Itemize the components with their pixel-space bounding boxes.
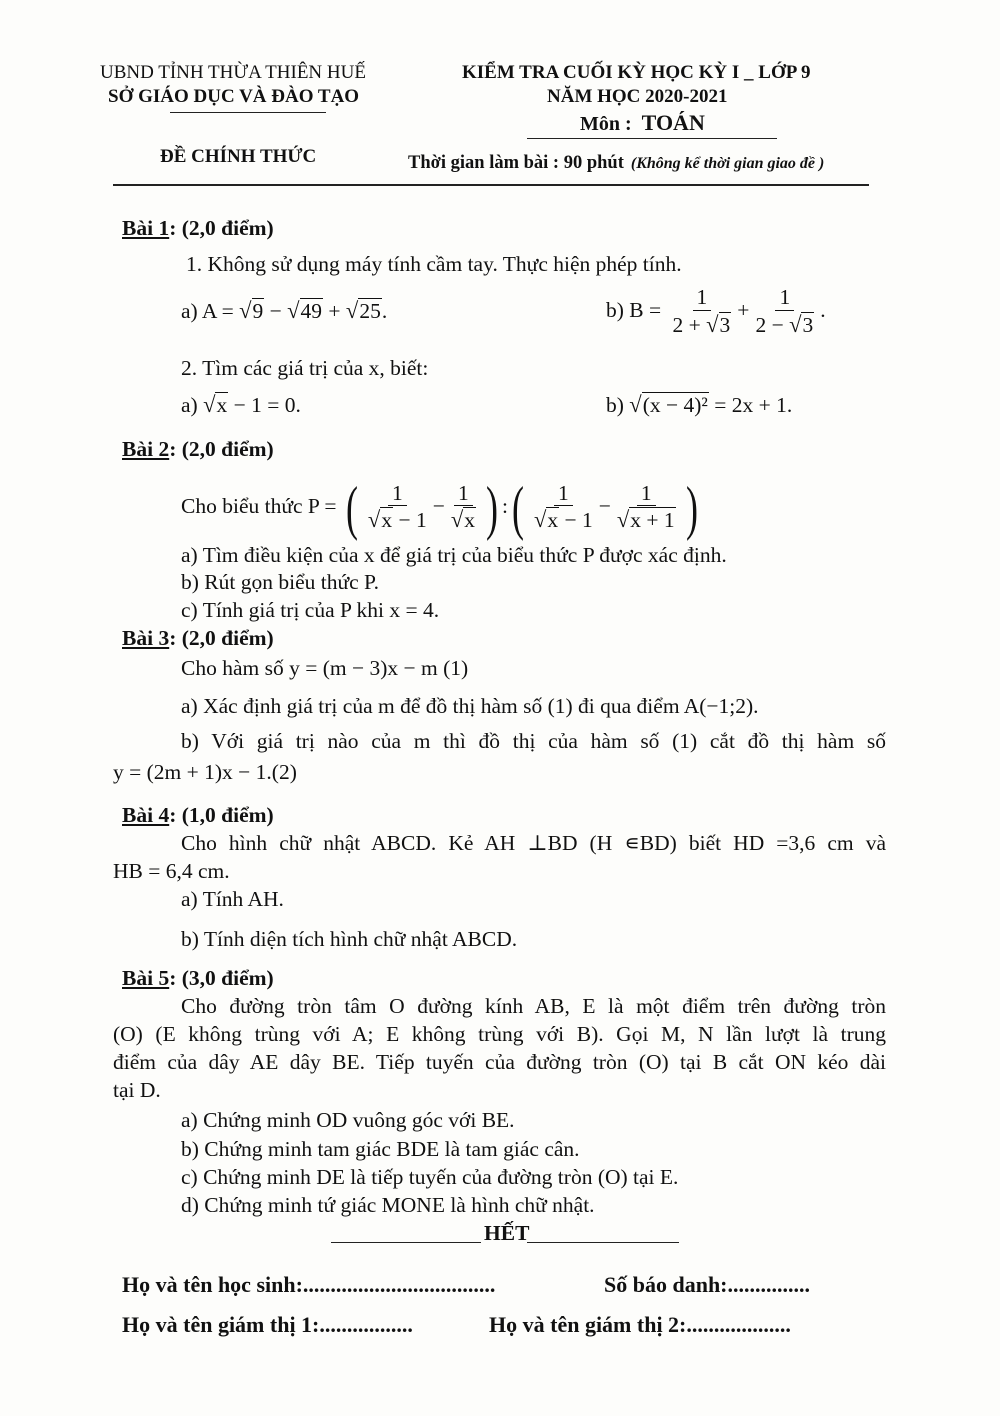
header-divider [113,184,869,186]
b1-q1b-end: . [820,298,826,323]
b1-heading [122,216,274,241]
end-rule-right [527,1242,679,1243]
b3-b1: b) Với giá trị nào của m thì đồ thị của hàm số (1) cắt đồ thị hàm số [181,729,886,753]
b1-q2a: a) √x − 1 = 0. [181,392,301,417]
b1-q1a-r3: 25 [359,299,381,323]
official-label: ĐỀ CHÍNH THỨC [160,146,317,167]
b5-b: b) Chứng minh tam giác BDE là tam giác cân. [181,1137,580,1161]
b5-title: Bài 5 [122,966,170,990]
exam-title: KIỂM TRA CUỐI KỲ HỌC KỲ I _ LỚP 9 [462,62,811,83]
b2-b: b) Rút gọn biểu thức P. [181,570,379,594]
b5-points: : (3,0 điểm) [169,966,274,990]
b2-points: : (2,0 điểm) [169,437,274,461]
b4-line1: Cho hình chữ nhật ABCD. Kẻ AH ⊥BD (H ∊BD) biết HD =3,6 cm và [181,831,886,855]
end-rule-left [331,1242,481,1243]
b5-line1: Cho đường tròn tâm O đường kính AB, E là một điểm trên đường tròn [181,994,886,1018]
b1-q2: 2. Tìm các giá trị của x, biết: [181,356,429,380]
b2-title: Bài 2 [122,437,170,461]
b5-line4: tại D. [113,1078,161,1102]
b1-q1b [606,286,826,338]
b3-points: : (2,0 điểm) [169,626,274,650]
b4-points: : (1,0 điểm) [169,803,274,827]
b3-intro: Cho hàm số y = (m − 3)x − m (1) [181,656,469,680]
b2-heading [122,437,274,462]
end-marker: HẾT [484,1221,530,1245]
b5-line3: điểm của dây AE dây BE. Tiếp tuyến của đường tròn (O) tại B cắt ON kéo dài [113,1050,886,1074]
b1-title: Bài 1 [122,216,170,240]
invigilator1-field: Họ và tên giám thị 1:................. [122,1312,413,1337]
b5-a: a) Chứng minh OD vuông góc với BE. [181,1108,515,1132]
b1-q1a-op1: − [264,299,288,323]
department-name: SỞ GIÁO DỤC VÀ ĐÀO TẠO [108,86,360,107]
authority-name: UBND TỈNH THỪA THIÊN HUẾ [100,62,366,83]
b3-a: a) Xác định giá trị của m để đồ thị hàm số (1) đi qua điểm A(−1;2). [181,694,759,718]
b4-title: Bài 4 [122,803,170,827]
time-label: Thời gian làm bài : 90 phút [408,153,624,173]
invigilator2-field: Họ và tên giám thị 2:................... [489,1312,791,1337]
subject-label: Môn : [580,113,632,135]
b1-q1a-r2: 49 [300,299,323,323]
b5-line2: (O) (E không trùng với A; E không trùng với B). Gọi M, N lần lượt là trung [113,1022,886,1046]
b4-b: b) Tính diện tích hình chữ nhật ABCD. [181,927,518,951]
b4-line2: HB = 6,4 cm. [113,859,230,883]
b3-b2: y = (2m + 1)x − 1.(2) [113,760,297,784]
b1-q1a-end: . [381,299,388,323]
subject-line [580,110,705,136]
time-note: (Không kể thời gian giao đề ) [630,155,825,172]
b2-a: a) Tìm điều kiện của x để giá trị của biểu thức P được xác định. [181,543,727,567]
b1-q1b-frac2: $\frac{1}{2 - √3}$ [755,285,814,337]
b1-points: : (2,0 điểm) [169,216,274,240]
b1-q1a-op2: + [323,299,346,323]
b5-heading [122,966,274,991]
b3-heading [122,626,274,651]
b1-q1a-prefix: a) A = [181,299,240,323]
student-name-field: Họ và tên học sinh:................................... [122,1272,496,1297]
b1-q1b-prefix: b) B = [606,298,667,323]
b1-q1b-plus: + [737,298,750,323]
b4-heading [122,803,274,828]
subject-underline [527,138,777,139]
b1-q1a-r1: 9 [252,299,264,323]
b1-q2b: b) √(x − 4)² = 2x + 1. [606,392,793,417]
b4-a: a) Tính AH. [181,887,284,911]
b3-title: Bài 3 [122,626,170,650]
subject-name: TOÁN [641,110,705,135]
b1-q1b-frac1: $\frac{1}{2 + √3}$ [672,285,731,337]
b5-c: c) Chứng minh DE là tiếp tuyến của đường tròn (O) tại E. [181,1165,679,1189]
b2-expression: Cho biểu thức P = ( $\frac{1}{√x - 1}$ − $\frac{1}{√x}$ ) :( $\frac{1}{√x - 1}$ − $\frac{1}{√x + 1}$ ) [181,475,698,541]
school-year: NĂM HỌC 2020-2021 [547,86,728,107]
time-line [408,153,824,174]
b5-d: d) Chứng minh tứ giác MONE là hình chữ nhật. [181,1193,595,1217]
b1-q1a: a) A = √9 − √49 + √25. [181,298,388,323]
b2-c: c) Tính giá trị của P khi x = 4. [181,598,440,622]
department-underline [170,112,326,113]
b1-q1: 1. Không sử dụng máy tính cầm tay. Thực hiện phép tính. [186,252,682,276]
candidate-number-field: Số báo danh:............... [604,1272,811,1297]
